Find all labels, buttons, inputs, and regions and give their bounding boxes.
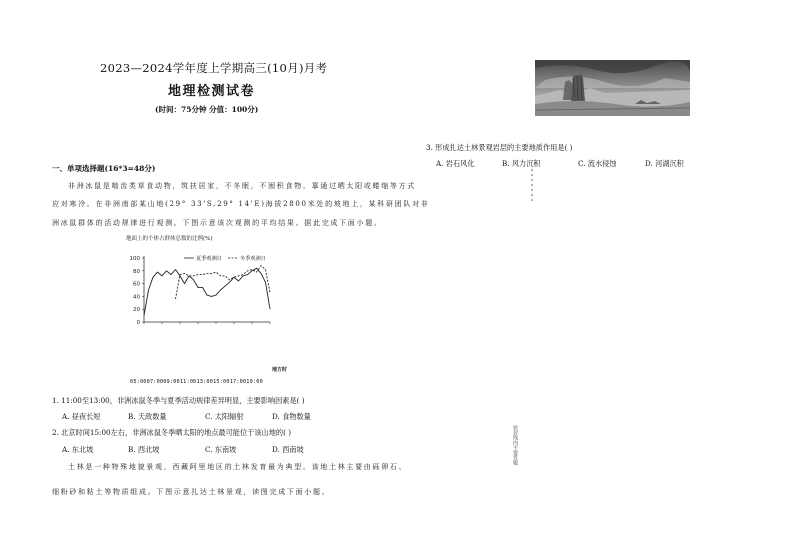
chart-series-line-2 [176, 266, 271, 299]
chart-y-tick-label: 80 [133, 268, 140, 275]
landscape-photo-image [535, 60, 690, 116]
intro-paragraph-line-2: 应对寒冷。在非洲南部某山地(29° 33'S,29° 14'E)海拔2800米处的坡地上，某科研团队对非 [52, 200, 430, 208]
exam-subject-title: 地理检测试卷 [168, 84, 256, 99]
chart-legend-label-2: 冬季观测日 [240, 256, 266, 262]
question-1-option-c[interactable]: C. 太阳辐射 [205, 412, 244, 421]
question-1-option-b[interactable]: B. 天敌数量 [128, 412, 167, 421]
chart-y-tick-label: 40 [133, 294, 140, 301]
binding-line-note: 密封线内不要答题 [512, 425, 518, 465]
question-1-option-a[interactable]: A. 昼夜长短 [62, 412, 101, 421]
chart-legend-label-1: 夏季观测日 [196, 256, 222, 262]
chart-y-tick-label: 100 [129, 256, 140, 262]
question-3-stem: 3. 形成扎达土林景观岩层的主要地质作用是( ) [426, 143, 573, 152]
question-3-option-b[interactable]: B. 风力沉积 [502, 159, 541, 168]
question-2-option-c[interactable]: C. 东南坡 [205, 445, 237, 454]
question-2-option-b[interactable]: B. 西北坡 [128, 445, 160, 454]
chart-y-tick-label: 60 [133, 281, 140, 288]
zanda-earth-forest-photo [535, 60, 690, 116]
chart-series-line-1 [144, 268, 270, 315]
chart-y-tick-label: 20 [133, 307, 140, 314]
question-2-stem: 2. 北京时间15:00左右，非洲冰鼠冬季晒太阳的地点最可能位于该山地的( ) [52, 428, 292, 437]
intro-paragraph-line-3: 洲冰鼠群体的活动规律进行观测。下图示意该次观测的平均结果。据此完成下面小题。 [52, 219, 383, 227]
question-3-option-d[interactable]: D. 河湖沉积 [645, 159, 684, 168]
chart-plot-area [130, 254, 271, 326]
chart-x-axis-label: 地方时 [272, 367, 288, 373]
chart-time-ticks: 05:0007:0009:0011:0013:0015:0017:0019:00 [130, 379, 263, 385]
question-1-option-d[interactable]: D. 食物数量 [272, 412, 311, 421]
question-2-option-d[interactable]: D. 西南坡 [272, 445, 304, 454]
binding-dot-marks [530, 168, 534, 212]
exam-title-line: 2023—2024学年度上学期高三(10月)月考 [100, 61, 328, 75]
intro2-paragraph-line-1: 土林是一种特殊地貌景观，西藏阿里地区的土林发育最为典型。该地土林主要由砾卵石、 [68, 463, 408, 471]
intro2-paragraph-line-2: 细粉砂和粘土等物质组成。下图示意扎达土林景观，读图完成下面小题。 [52, 488, 331, 496]
exam-meta: (时间：75分钟 分值：100分) [155, 105, 259, 114]
question-3-option-c[interactable]: C. 流水侵蚀 [578, 159, 617, 168]
question-3-option-a[interactable]: A. 岩石风化 [436, 159, 475, 168]
binding-dots-svg [530, 168, 534, 208]
activity-line-chart [120, 232, 280, 336]
section-heading: 一、单项选择题(16*3=48分) [52, 164, 156, 173]
chart-title: 地面上的个体占群体总数的比例(%) [126, 236, 213, 242]
question-2-option-a[interactable]: A. 东北坡 [62, 445, 94, 454]
chart-y-tick-label: 0 [136, 320, 140, 326]
chart-svg [120, 232, 280, 332]
intro-paragraph-line-1: 非洲冰鼠是啮齿类草食动物，筑扶居家，不冬眠，不囤积食物，靠通过晒太阳或蜷缩等方式 [68, 182, 416, 190]
question-1-stem: 1. 11:00至13:00，非洲冰鼠冬季与夏季活动规律差异明显，主要影响因素是( ) [52, 396, 305, 405]
